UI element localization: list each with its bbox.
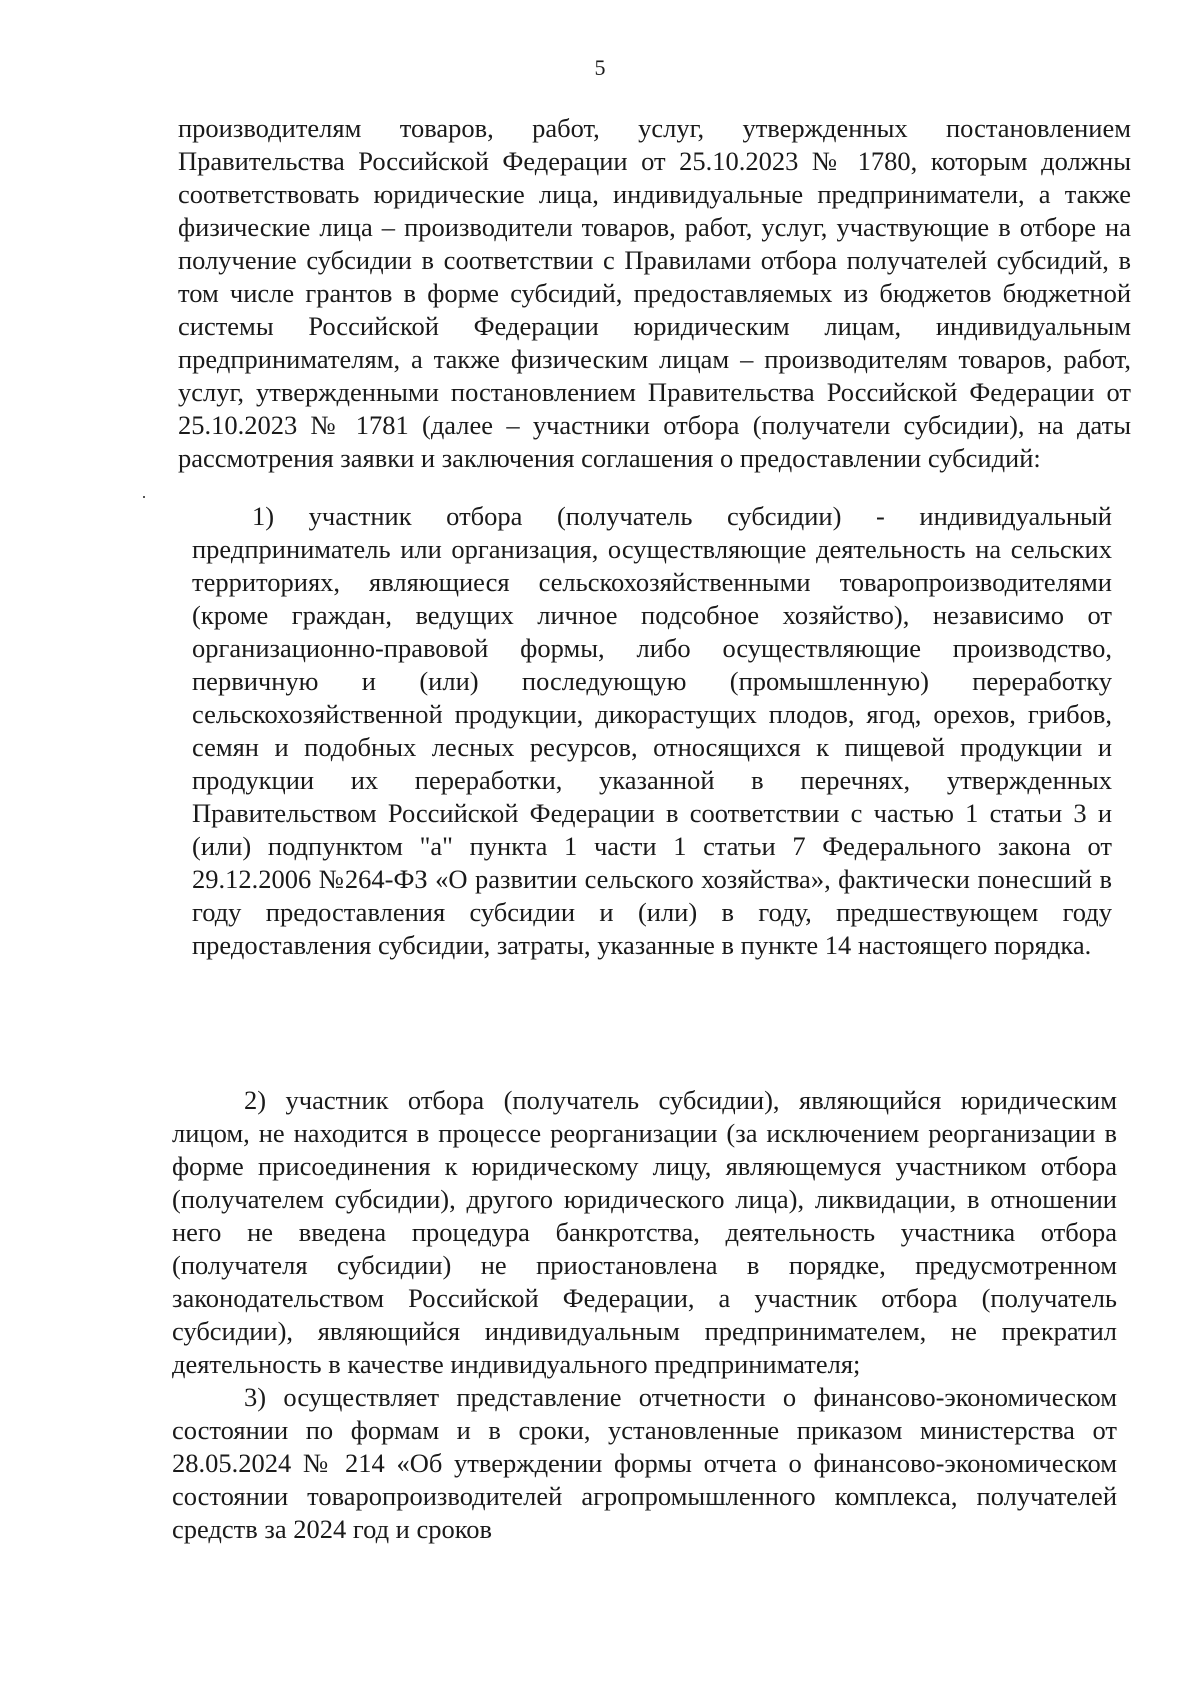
paragraph-item-3: 3) осуществляет представление отчетности о финансово-экономическом состоянии по формам и в сроки, установленные приказом министерства от 28.05.2024 № 214 «Об утверждении формы отчета о финансово-экономическом состоянии товаропроизводителей агропромышленного комплекса, получателей средств за 2024 год и сроков bbox=[172, 1382, 1117, 1544]
margin-dot bbox=[143, 496, 145, 498]
paragraph-intro: производителям товаров, работ, услуг, утвержденных постановлением Правительства Российской Федерации от 25.10.2023 № 1780, которым должны соответствовать юридические лица, индивидуальные предприниматели, а также физические лица – производители товаров, работ, услуг, участвующие в отборе на получение субсидии в соответствии с Правилами отбора получателей субсидий, в том числе грантов в форме субсидий, предоставляемых из бюджетов бюджетной системы Российской Федерации юридическим лицам, индивидуальным предпринимателям, а также физическим лицам – производителям товаров, работ, услуг, утвержденными постановлением Правительства Российской Федерации от 25.10.2023 № 1781 (далее – участники отбора (получатели субсидии), на даты рассмотрения заявки и заключения соглашения о предоставлении субсидий: bbox=[178, 113, 1131, 473]
text-block-items-2-3 bbox=[172, 1084, 1117, 1546]
paragraph-item-2: 2) участник отбора (получатель субсидии), являющийся юридическим лицом, не находится в процессе реорганизации (за исключением реорганизации в форме присоединения к юридическому лицу, являющемуся участником отбора (получателем субсидии), другого юридического лица), ликвидации, в отношении него не введена процедура банкротства, деятельность участника отбора (получателя субсидии) не приостановлена в порядке, предусмотренном законодательством Российской Федерации, а участник отбора (получатель субсидии), являющийся индивидуальным предпринимателем, не прекратил деятельность в качестве индивидуального предпринимателя; bbox=[172, 1085, 1117, 1379]
page-number: 5 bbox=[594, 55, 606, 80]
paragraph-item-1: 1) участник отбора (получатель субсидии) - индивидуальный предприниматель или организация, осуществляющие деятельность на сельских территориях, являющиеся сельскохозяйственными товаропроизводителями (кроме граждан, ведущих личное подсобное хозяйство), независимо от организационно-правовой формы, либо осуществляющие производство, первичную и (или) последующую (промышленную) переработку сельскохозяйственной продукции, дикорастущих плодов, ягод, орехов, грибов, семян и подобных лесных ресурсов, относящихся к пищевой продукции и продукции их переработки, указанной в перечнях, утвержденных Правительством Российской Федерации в соответствии с частью 1 статьи 3 и (или) подпунктом "а" пункта 1 части 1 статьи 7 Федерального закона от 29.12.2006 №264-ФЗ «О развитии сельского хозяйства», фактически понесший в году предоставления субсидии и (или) в году, предшествующем году предоставления субсидии, затраты, указанные в пункте 14 настоящего порядка. bbox=[192, 501, 1112, 960]
text-block-item-1 bbox=[192, 500, 1112, 962]
text-block-intro bbox=[178, 112, 1131, 475]
